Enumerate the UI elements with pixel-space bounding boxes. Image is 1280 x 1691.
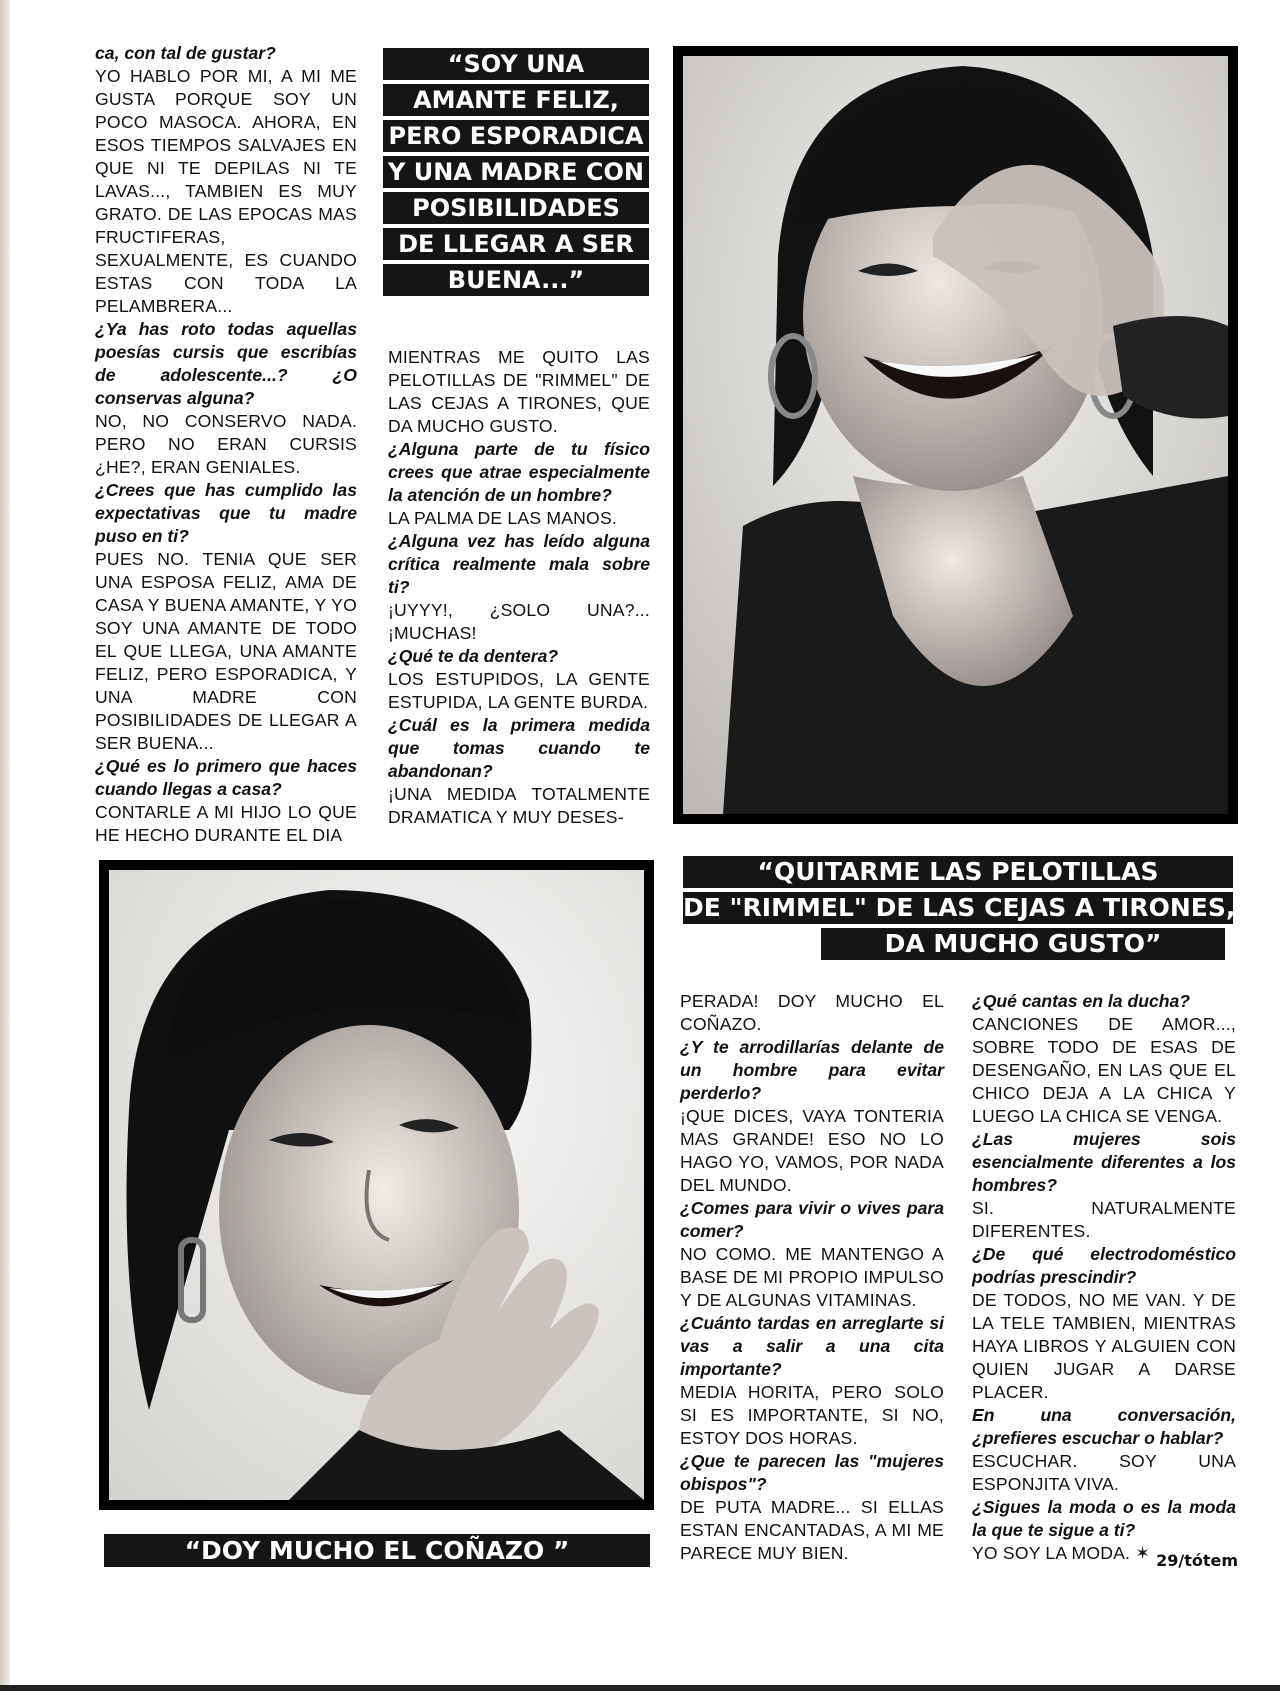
interview-answer: NO COMO. ME MANTENGO A BASE DE MI PROPIO IMPULSO Y DE ALGUNAS VITAMINAS.	[680, 1244, 944, 1310]
interview-answer: NO, NO CONSERVO NADA. PERO NO ERAN CURSIS ¿HE?, ERAN GENIALES.	[95, 411, 357, 477]
pull-quote-1-line: PERO ESPORADICA	[383, 120, 649, 152]
interview-question: ¿Qué te da dentera?	[388, 646, 559, 666]
interview-answer: LA PALMA DE LAS MANOS.	[388, 508, 617, 528]
interview-answer: ¡UYYY!, ¿SOLO UNA?... ¡MUCHAS!	[388, 600, 650, 643]
text-column-3	[680, 990, 944, 1565]
pull-quote-2-line: DE "RIMMEL" DE LAS CEJAS A TIRONES,	[683, 893, 1236, 922]
interview-answer: ¡QUE DICES, VAYA TONTERIA MAS GRANDE! ESO NO LO HAGO YO, VAMOS, POR NADA DEL MUNDO.	[680, 1106, 944, 1195]
interview-answer: MEDIA HORITA, PERO SOLO SI ES IMPORTANTE, SI NO, ESTOY DOS HORAS.	[680, 1382, 944, 1448]
interview-question: ¿Ya has roto todas aquellas poesías cursis que escribías de adolescente...? ¿O conservas alguna?	[95, 319, 357, 408]
page-bottom-edge	[0, 1685, 1280, 1691]
interview-answer: YO HABLO POR MI, A MI ME GUSTA PORQUE SOY UN POCO MASOCA. AHORA, EN ESOS TIEMPOS SALVAJES EN QUE NI TE DEPILAS NI TE LAVAS..., TAMBIEN ES MUY GRATO. DE LAS EPOCAS MAS FRUCTIFERAS, SEXUALMENTE, ES CUANDO ESTAS CON TODA LA PELAMBRERA...	[95, 66, 357, 316]
interview-question: ¿Cuál es la primera medida que tomas cuando te abandonan?	[388, 715, 650, 781]
pull-quote-1-line: BUENA...”	[383, 264, 649, 296]
interview-answer: MIENTRAS ME QUITO LAS PELOTILLAS DE "RIMMEL" DE LAS CEJAS A TIRONES, QUE DA MUCHO GUSTO.	[388, 347, 650, 436]
page-gutter-edge	[0, 0, 10, 1691]
interview-question: ¿Y te arrodillarías delante de un hombre para evitar perderlo?	[680, 1037, 944, 1103]
page-number-folio: 29/tótem	[1156, 1551, 1238, 1570]
interview-answer: CONTARLE A MI HIJO LO QUE HE HECHO DURANTE EL DIA	[95, 802, 357, 845]
interview-question: ¿Comes para vivir o vives para comer?	[680, 1198, 944, 1241]
pull-quote-1-line: POSIBILIDADES	[383, 192, 649, 224]
interview-question: ¿Qué es lo primero que haces cuando llegas a casa?	[95, 756, 357, 799]
interview-question: ¿Alguna parte de tu físico crees que atrae especialmente la atención de un hombre?	[388, 439, 650, 505]
portrait-photo-bottom-image	[109, 870, 644, 1500]
pull-quote-1	[383, 48, 649, 300]
text-column-2	[388, 346, 650, 829]
portrait-photo-top	[673, 46, 1238, 824]
interview-question: En una conversación, ¿prefieres escuchar o hablar?	[972, 1405, 1236, 1448]
interview-question: ¿Las mujeres sois esencialmente diferentes a los hombres?	[972, 1129, 1236, 1195]
interview-question: ¿Sigues la moda o es la moda la que te sigue a ti?	[972, 1497, 1236, 1540]
pull-quote-1-line: Y UNA MADRE CON	[383, 156, 649, 188]
pull-quote-2-line: DA MUCHO GUSTO”	[821, 928, 1225, 960]
interview-question: ¿Qué cantas en la ducha?	[972, 991, 1191, 1011]
photo-caption: “DOY MUCHO EL COÑAZO ”	[104, 1534, 650, 1567]
interview-question: ¿Alguna vez has leído alguna crítica realmente mala sobre ti?	[388, 531, 650, 597]
pull-quote-2	[683, 856, 1236, 964]
pull-quote-1-line: “SOY UNA	[383, 48, 649, 80]
text-column-1	[95, 42, 357, 847]
pull-quote-1-line: AMANTE FELIZ,	[383, 84, 649, 116]
interview-question: ¿Que te parecen las "mujeres obispos"?	[680, 1451, 944, 1494]
interview-answer: LOS ESTUPIDOS, LA GENTE ESTUPIDA, LA GENTE BURDA.	[388, 669, 650, 712]
pull-quote-2-line: “QUITARME LAS PELOTILLAS	[683, 856, 1233, 888]
interview-question: ¿Cuánto tardas en arreglarte si vas a salir a una cita importante?	[680, 1313, 944, 1379]
interview-answer: DE TODOS, NO ME VAN. Y DE LA TELE TAMBIEN, MIENTRAS HAYA LIBROS Y ALGUIEN CON QUIEN JUGAR A DARSE PLACER.	[972, 1290, 1236, 1402]
interview-answer: DE PUTA MADRE... SI ELLAS ESTAN ENCANTADAS, A MI ME PARECE MUY BIEN.	[680, 1497, 944, 1563]
interview-answer: ESCUCHAR. SOY UNA ESPONJITA VIVA.	[972, 1451, 1236, 1494]
pull-quote-1-line: DE LLEGAR A SER	[383, 228, 649, 260]
interview-answer: SI. NATURALMENTE DIFERENTES.	[972, 1198, 1236, 1241]
interview-answer: PUES NO. TENIA QUE SER UNA ESPOSA FELIZ, AMA DE CASA Y BUENA AMANTE, Y YO SOY UNA AMANTE DE TODO EL QUE LLEGA, UNA AMANTE FELIZ, PERO ESPORADICA, Y UNA MADRE CON POSIBILIDADES DE LLEGAR A SER BUENA...	[95, 549, 357, 753]
interview-answer: PERADA! DOY MUCHO EL COÑAZO.	[680, 991, 944, 1034]
portrait-photo-top-image	[683, 56, 1228, 814]
interview-answer: CANCIONES DE AMOR..., SOBRE TODO DE ESAS DE DESENGAÑO, EN LAS QUE EL CHICO DEJA A LA CHICA Y LUEGO LA CHICA SE VENGA.	[972, 1014, 1236, 1126]
interview-question: ¿Crees que has cumplido las expectativas que tu madre puso en ti?	[95, 480, 357, 546]
interview-answer: ¡UNA MEDIDA TOTALMENTE DRAMATICA Y MUY DESES-	[388, 784, 650, 827]
interview-question: ca, con tal de gustar?	[95, 43, 276, 63]
interview-question: ¿De qué electrodoméstico podrías prescindir?	[972, 1244, 1236, 1287]
text-column-4	[972, 990, 1236, 1565]
interview-answer: YO SOY LA MODA. ✶	[972, 1543, 1151, 1563]
portrait-photo-bottom	[99, 860, 654, 1510]
photo-caption-banner	[104, 1534, 650, 1571]
